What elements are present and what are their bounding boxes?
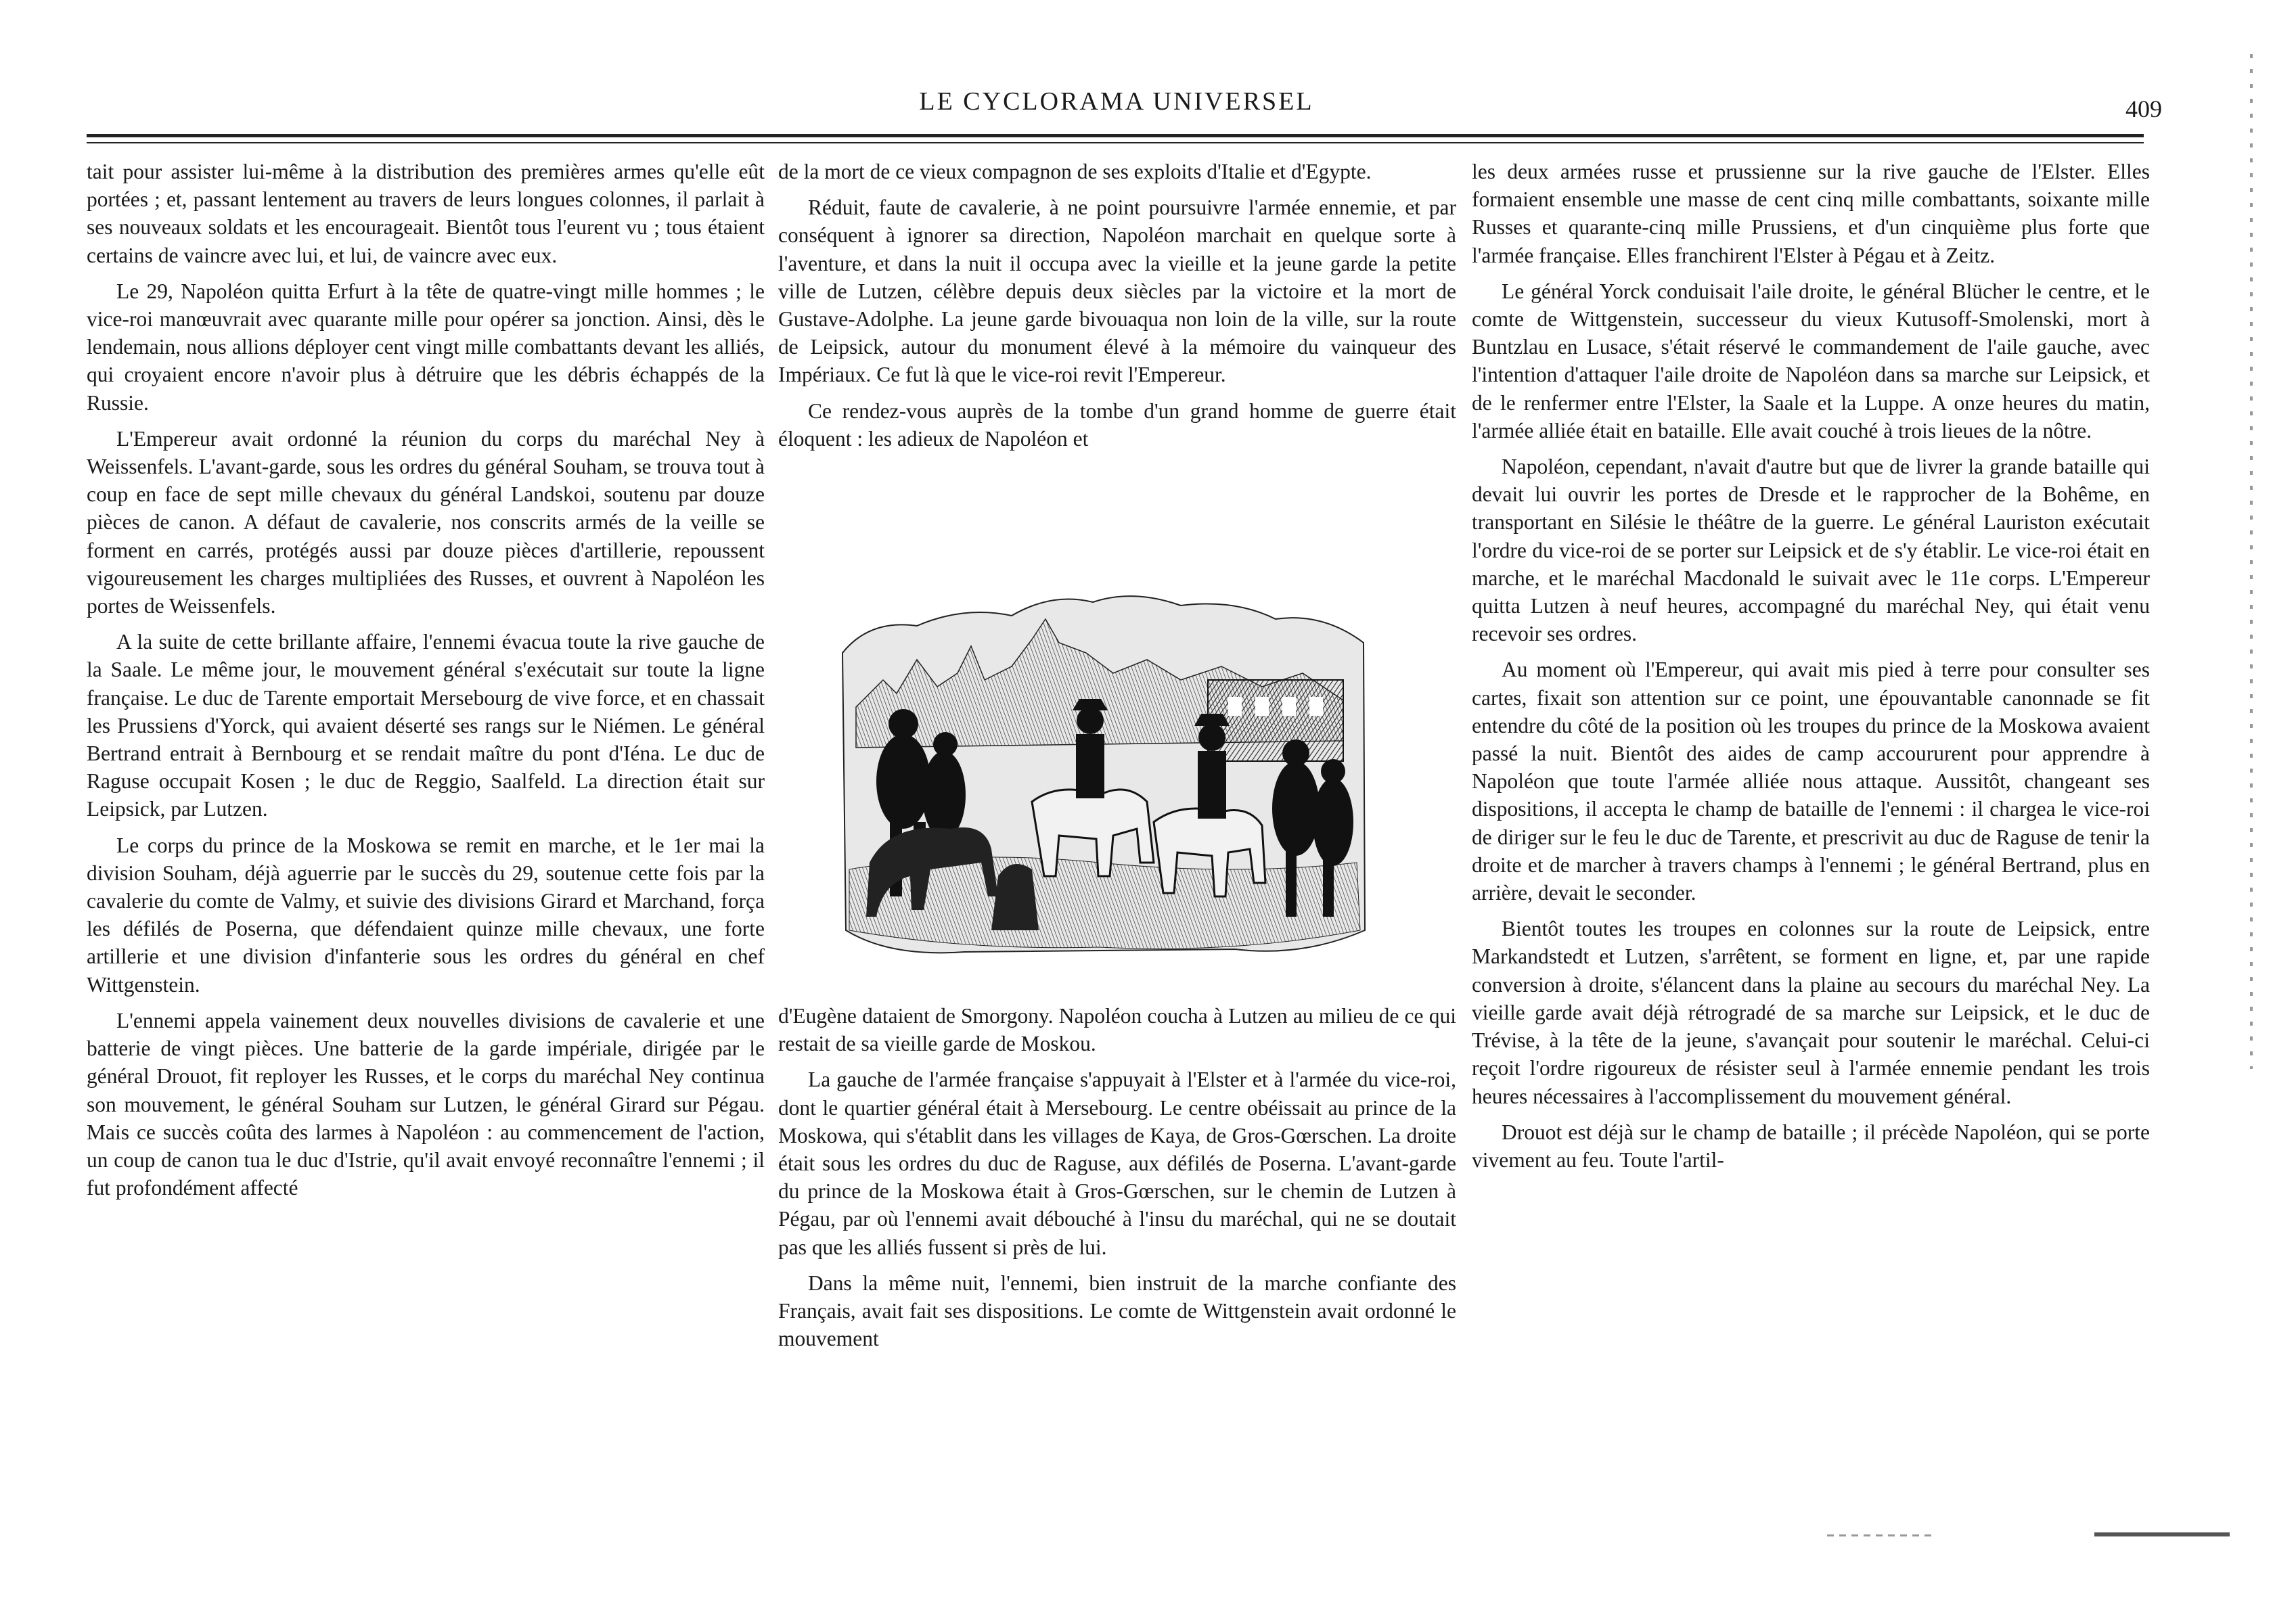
paragraph: L'Empereur avait ordonné la réunion du corps du maréchal Ney à Weissenfels. L'avant-garde, sous les ordres du général Souham, se trouva tout à coup en face de sept mille chevaux du général Landskoi, soutenu par douze pièces de canon. A défaut de cavalerie, nos conscrits armés de la veille se forment en carrés, protégés aussi par douze pièces d'artillerie, repoussent vigoureusement les charges multipliées des Russes, et ouvrent à Napoléon les portes de Weissenfels.: [87, 426, 765, 618]
scan-edge-artifact: [2094, 1532, 2230, 1536]
paragraph: Réduit, faute de cavalerie, à ne point poursuivre l'armée ennemie, et par conséquent à ignorer sa direction, Napoléon marchait en quelque sorte à l'aventure, et dans la nuit il occupa avec la vieille et la jeune garde la petite ville de Lutzen, célèbre depuis deux siècles par la victoire et la mort de Gustave-Adolphe. La jeune garde bivouaqua non loin de la ville, sur la route de Leipsick, autour du monument élevé à la mémoire du vainqueur des Impériaux. Ce fut là que le vice-roi revit l'Empereur.: [778, 196, 1456, 387]
paragraph: La gauche de l'armée française s'appuyait à l'Elster et à l'armée du vice-roi, dont le quartier général était à Mersebourg. Le centre obéissait au prince de la Moskowa, qui s'établit dans les villages de Kaya, de Gros-Gœrschen. La droite était sous les ordres du duc de Raguse, aux défilés de Poserna. L'avant-garde du prince de la Moskowa était à Gros-Gœrschen, sur le chemin de Lutzen à Pégau, par où l'ennemi avait débouché à l'insu du maréchal, qui ne se doutait pas que les alliés fussent si près de lui.: [778, 1068, 1456, 1259]
paragraph: de la mort de ce vieux compagnon de ses exploits d'Italie et d'Egypte.: [778, 160, 1372, 183]
paragraph: Le général Yorck conduisait l'aile droite, le général Blücher le centre, et le comte de Wittgenstein, successeur du vieux Kutusoff-Smolenski, mort à Buntzlau en Lusace, s'était réservé le commandement de l'aile gauche, avec l'intention d'attaquer l'aile droite de Napoléon dans sa marche sur Leipsick, et de le renfermer entre l'Elster, la Saale et la Luppe. A onze heures du matin, l'armée alliée était en bataille. Elle avait couché à trois lieues de la nôtre.: [1472, 279, 2150, 442]
header-rule-thin: [87, 142, 2144, 143]
text-column-middle-top: [778, 158, 1456, 461]
paragraph: Bientôt toutes les troupes en colonnes sur la route de Leipsick, entre Markandstedt et Lutzen, s'arrêtent, se forment en ligne, et, par une rapide conversion à droite, s'élancent dans la plaine au secours du maréchal Ney. La vieille garde avait déjà rétrogradé de sa marche sur Leipsick, et le duc de Trévise, à la tête de la jeune, s'avançait pour soutenir le maréchal. Celui-ci reçoit l'ordre rigoureux de résister seul à l'armée ennemie pendant les trois heures nécessaires à l'accomplissement du mouvement général.: [1472, 917, 2150, 1108]
paragraph: Dans la même nuit, l'ennemi, bien instruit de la marche confiante des Français, avait fait ses dispositions. Le comte de Wittgenstein avait ordonné le mouvement: [778, 1271, 1456, 1351]
paragraph: tait pour assister lui-même à la distribution des premières armes qu'elle eût portées ; et, passant lentement au travers de leurs longues colonnes, il parlait à ses nouveaux soldats et les encourageait. Bientôt tous l'eurent vu ; tous étaient certains de vaincre avec lui, et lui, de vaincre avec eux.: [87, 160, 765, 267]
paragraph: Le 29, Napoléon quitta Erfurt à la tête de quatre-vingt mille hommes ; le vice-roi manœuvrait avec quarante mille pour opérer sa jonction. Ainsi, dès le lendemain, nous allions déployer cent vingt mille combattants devant les alliés, qui croyaient encore n'avoir plus à détruire que les débris échappés de la Russie.: [87, 279, 765, 415]
paragraph: Le corps du prince de la Moskowa se remit en marche, et le 1er mai la division Souham, déjà aguerrie par le succès du 29, soutenue cette fois par la cavalerie du comte de Valmy, et suivie des divisions Girard et Marchand, força les défilés de Poserna, que défendaient quinze mille chevaux, une forte artillerie et une division d'infanterie sous les ordres du général en chef Wittgenstein.: [87, 833, 765, 997]
paragraph: A la suite de cette brillante affaire, l'ennemi évacua toute la rive gauche de la Saale. Le même jour, le mouvement général s'exécutait sur toute la ligne française. Le duc de Tarente emportait Mersebourg de vive force, et en chassait les Prussiens d'Yorck, qui avaient déserté ses rangs sur le Niémen. Le général Bertrand entrait à Bernbourg et se rendait maître du pont d'Iéna. Le duc de Raguse occupait Kosen ; le duc de Reggio, Saalfeld. La direction était sur Leipsick, par Lutzen.: [87, 630, 765, 821]
paragraph: L'ennemi appela vainement deux nouvelles divisions de cavalerie et une batterie de vingt pièces. Une batterie de la garde impériale, dirigée par le général Drouot, fit reployer les Russes, et le corps du maréchal Ney continua son mouvement, le général Souham sur Lutzen, le général Girard sur Pégau. Mais ce succès coûta des larmes à Napoléon : au commencement de l'action, un coup de canon tua le duc d'Istrie, qu'il avait envoyé reconnaître l'ennemi ; il fut profondément affecté: [87, 1008, 765, 1200]
paragraph: Ce rendez-vous auprès de la tombe d'un grand homme de guerre était éloquent : les adieux de Napoléon et: [778, 398, 1456, 451]
paragraph: Napoléon, cependant, n'avait d'autre but que de livrer la grande bataille qui devait lui ouvrir les portes de Dresde et le rapprocher de la Bohême, en transportant en Silésie le théâtre de la guerre. Le général Lauriston exécutait l'ordre du vice-roi de se porter sur Leipsick et de s'y établir. Le vice-roi était en marche, et le maréchal Macdonald le suivait avec le 11e corps. L'Empereur quitta Lutzen à neuf heures, accompagné du maréchal Ney, qui était venu recevoir ses ordres.: [1472, 455, 2150, 646]
running-header-title: LE CYCLORAMA UNIVERSEL: [919, 87, 1314, 116]
text-column-right: [1472, 158, 2150, 1182]
engraving-illustration: [829, 578, 1370, 964]
text-column-middle-bottom: [778, 1002, 1456, 1361]
text-column-left: [87, 158, 765, 1210]
paragraph: Au moment où l'Empereur, qui avait mis pied à terre pour consulter ses cartes, fixait son attention sur ce point, une épouvantable canonnade se fit entendre du côté de la position où les troupes du prince de la Moskowa avaient passé la nuit. Bientôt des aides de camp accoururent pour apprendre à Napoléon que toute l'armée alliée nous attaque. Aussitôt, changeant ses dispositions, il accepta le champ de bataille de l'ennemi : il chargea le vice-roi de diriger sur le feu le duc de Tarente, et prescrivit au duc de Raguse de tenir la droite et de marcher à travers champs à l'ennemi ; le général Bertrand, plus en arrière, devait le seconder.: [1472, 658, 2150, 905]
scan-edge-artifact: [1827, 1534, 1935, 1536]
paragraph: d'Eugène dataient de Smorgony. Napoléon coucha à Lutzen au milieu de ce qui restait de sa vieille garde de Moskou.: [778, 1004, 1456, 1056]
scan-edge-artifact: [2250, 54, 2253, 1069]
paragraph: les deux armées russe et prussienne sur la rive gauche de l'Elster. Elles formaient ensemble une masse de cent cinq mille combattants, soixante mille Russes et quarante-cinq mille Prussiens, et d'un cinquième plus forte que l'armée française. Elles franchirent l'Elster à Pégau et à Zeitz.: [1472, 160, 2150, 267]
header-rule-thick: [87, 134, 2144, 137]
page-number: 409: [2125, 95, 2162, 122]
paragraph: Drouot est déjà sur le champ de bataille ; il précède Napoléon, qui se porte vivement au feu. Toute l'artil-: [1472, 1120, 2150, 1172]
